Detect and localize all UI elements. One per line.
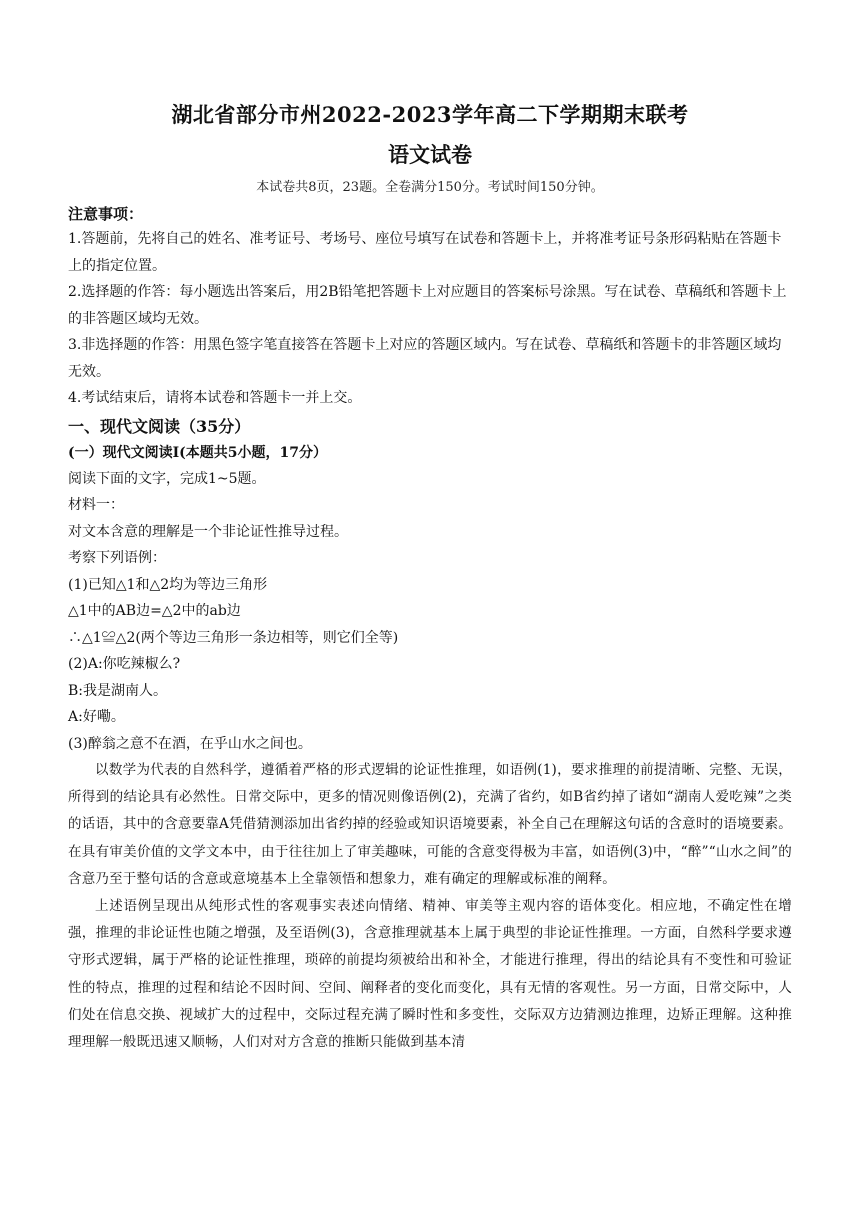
- exam-page: [68, 100, 792, 1056]
- material-line: △1中的AB边=△2中的ab边: [68, 603, 241, 619]
- reading-instruction: 阅读下面的文字，完成1~5题。: [68, 470, 266, 487]
- material-line: (3)醉翁之意不在酒，在乎山水之间也。: [68, 735, 312, 752]
- section-subheading: (一）现代文阅读I(本题共5小题，17分）: [68, 444, 328, 461]
- notice-item-2: 2.选择题的作答：每小题选出答案后，用2B铅笔把答题卡上对应题目的答案标号涂黑。写在试卷、草稿纸和答题卡上的非答题区域均无效。: [68, 284, 787, 327]
- material-line: (1)已知△1和△2均为等边三角形: [68, 576, 268, 593]
- notice-heading: 注意事项：: [68, 205, 144, 223]
- body-paragraph-1: 以数学为代表的自然科学，遵循着严格的形式逻辑的论证性推理，如语例(1)，要求推理的前提清晰、完整、无误，所得到的结论具有必然性。日常交际中，更多的情况则像语例(2)，充满了省约，如B省约掉了诸如“湖南人爱吃辣”之类的话语，其中的含意要靠A凭借猜测添加出省约掉的经验或知识语境要素，补全自己在理解这句话的含意时的语境要素。在具有审美价值的文学文本中，由于往往加上了审美趣味，可能的含意变得极为丰富，如语例(3)中，“醉”“山水之间”的含意乃至于整句话的含意或意境基本上全靠领悟和想象力，难有确定的理解或标准的阐释。: [68, 762, 792, 887]
- notice-item-1: 1.答题前，先将自己的姓名、准考证号、考场号、座位号填写在试卷和答题卡上，并将准考证号条形码粘贴在答题卡上的指定位置。: [68, 231, 782, 274]
- material-line: (2)A:你吃辣椒么?: [68, 656, 181, 672]
- exam-subtitle: 语文试卷: [388, 142, 472, 167]
- section-heading: 一、现代文阅读（35分）: [68, 416, 251, 436]
- material-label: 材料一：: [68, 497, 124, 513]
- material-line: ∴△1≌△2(两个等边三角形一条边相等，则它们全等): [68, 629, 399, 646]
- material-line: 考察下列语例：: [68, 550, 166, 566]
- body-paragraph-2: 上述语例呈现出从纯形式性的客观事实表述向情绪、精神、审美等主观内容的语体变化。相应地，不确定性在增强，推理的非论证性也随之增强，及至语例(3)，含意推理就基本上属于典型的非论证性推理。一方面，自然科学要求遵守形式逻辑，属于严格的论证性推理，琐碎的前提均须被给出和补全，才能进行推理，得出的结论具有不变性和可验证性的特点，推理的过程和结论不因时间、空间、阐释者的变化而变化，具有无情的客观性。另一方面，日常交际中，人们处在信息交换、视域扩大的过程中，交际过程充满了瞬时性和多变性，交际双方边猜测边推理，边矫正理解。这种推理理解一般既迅速又顺畅，人们对对方含意的推断只能做到基本清: [68, 898, 792, 1051]
- notice-item-3: 3.非选择题的作答：用黑色签字笔直接答在答题卡上对应的答题区域内。写在试卷、草稿纸和答题卡的非答题区域均无效。: [68, 337, 782, 380]
- material-line: B:我是湖南人。: [68, 682, 168, 699]
- exam-title: 湖北省部分市州2022-2023学年高二下学期期末联考: [171, 102, 689, 127]
- notice-item-4: 4.考试结束后，请将本试卷和答题卡一并上交。: [68, 390, 362, 406]
- material-line: A:好嘞。: [68, 709, 125, 725]
- material-line: 对文本含意的理解是一个非论证性推导过程。: [68, 523, 348, 540]
- exam-meta: 本试卷共8页，23题。全卷满分150分。考试时间150分钟。: [256, 180, 604, 195]
